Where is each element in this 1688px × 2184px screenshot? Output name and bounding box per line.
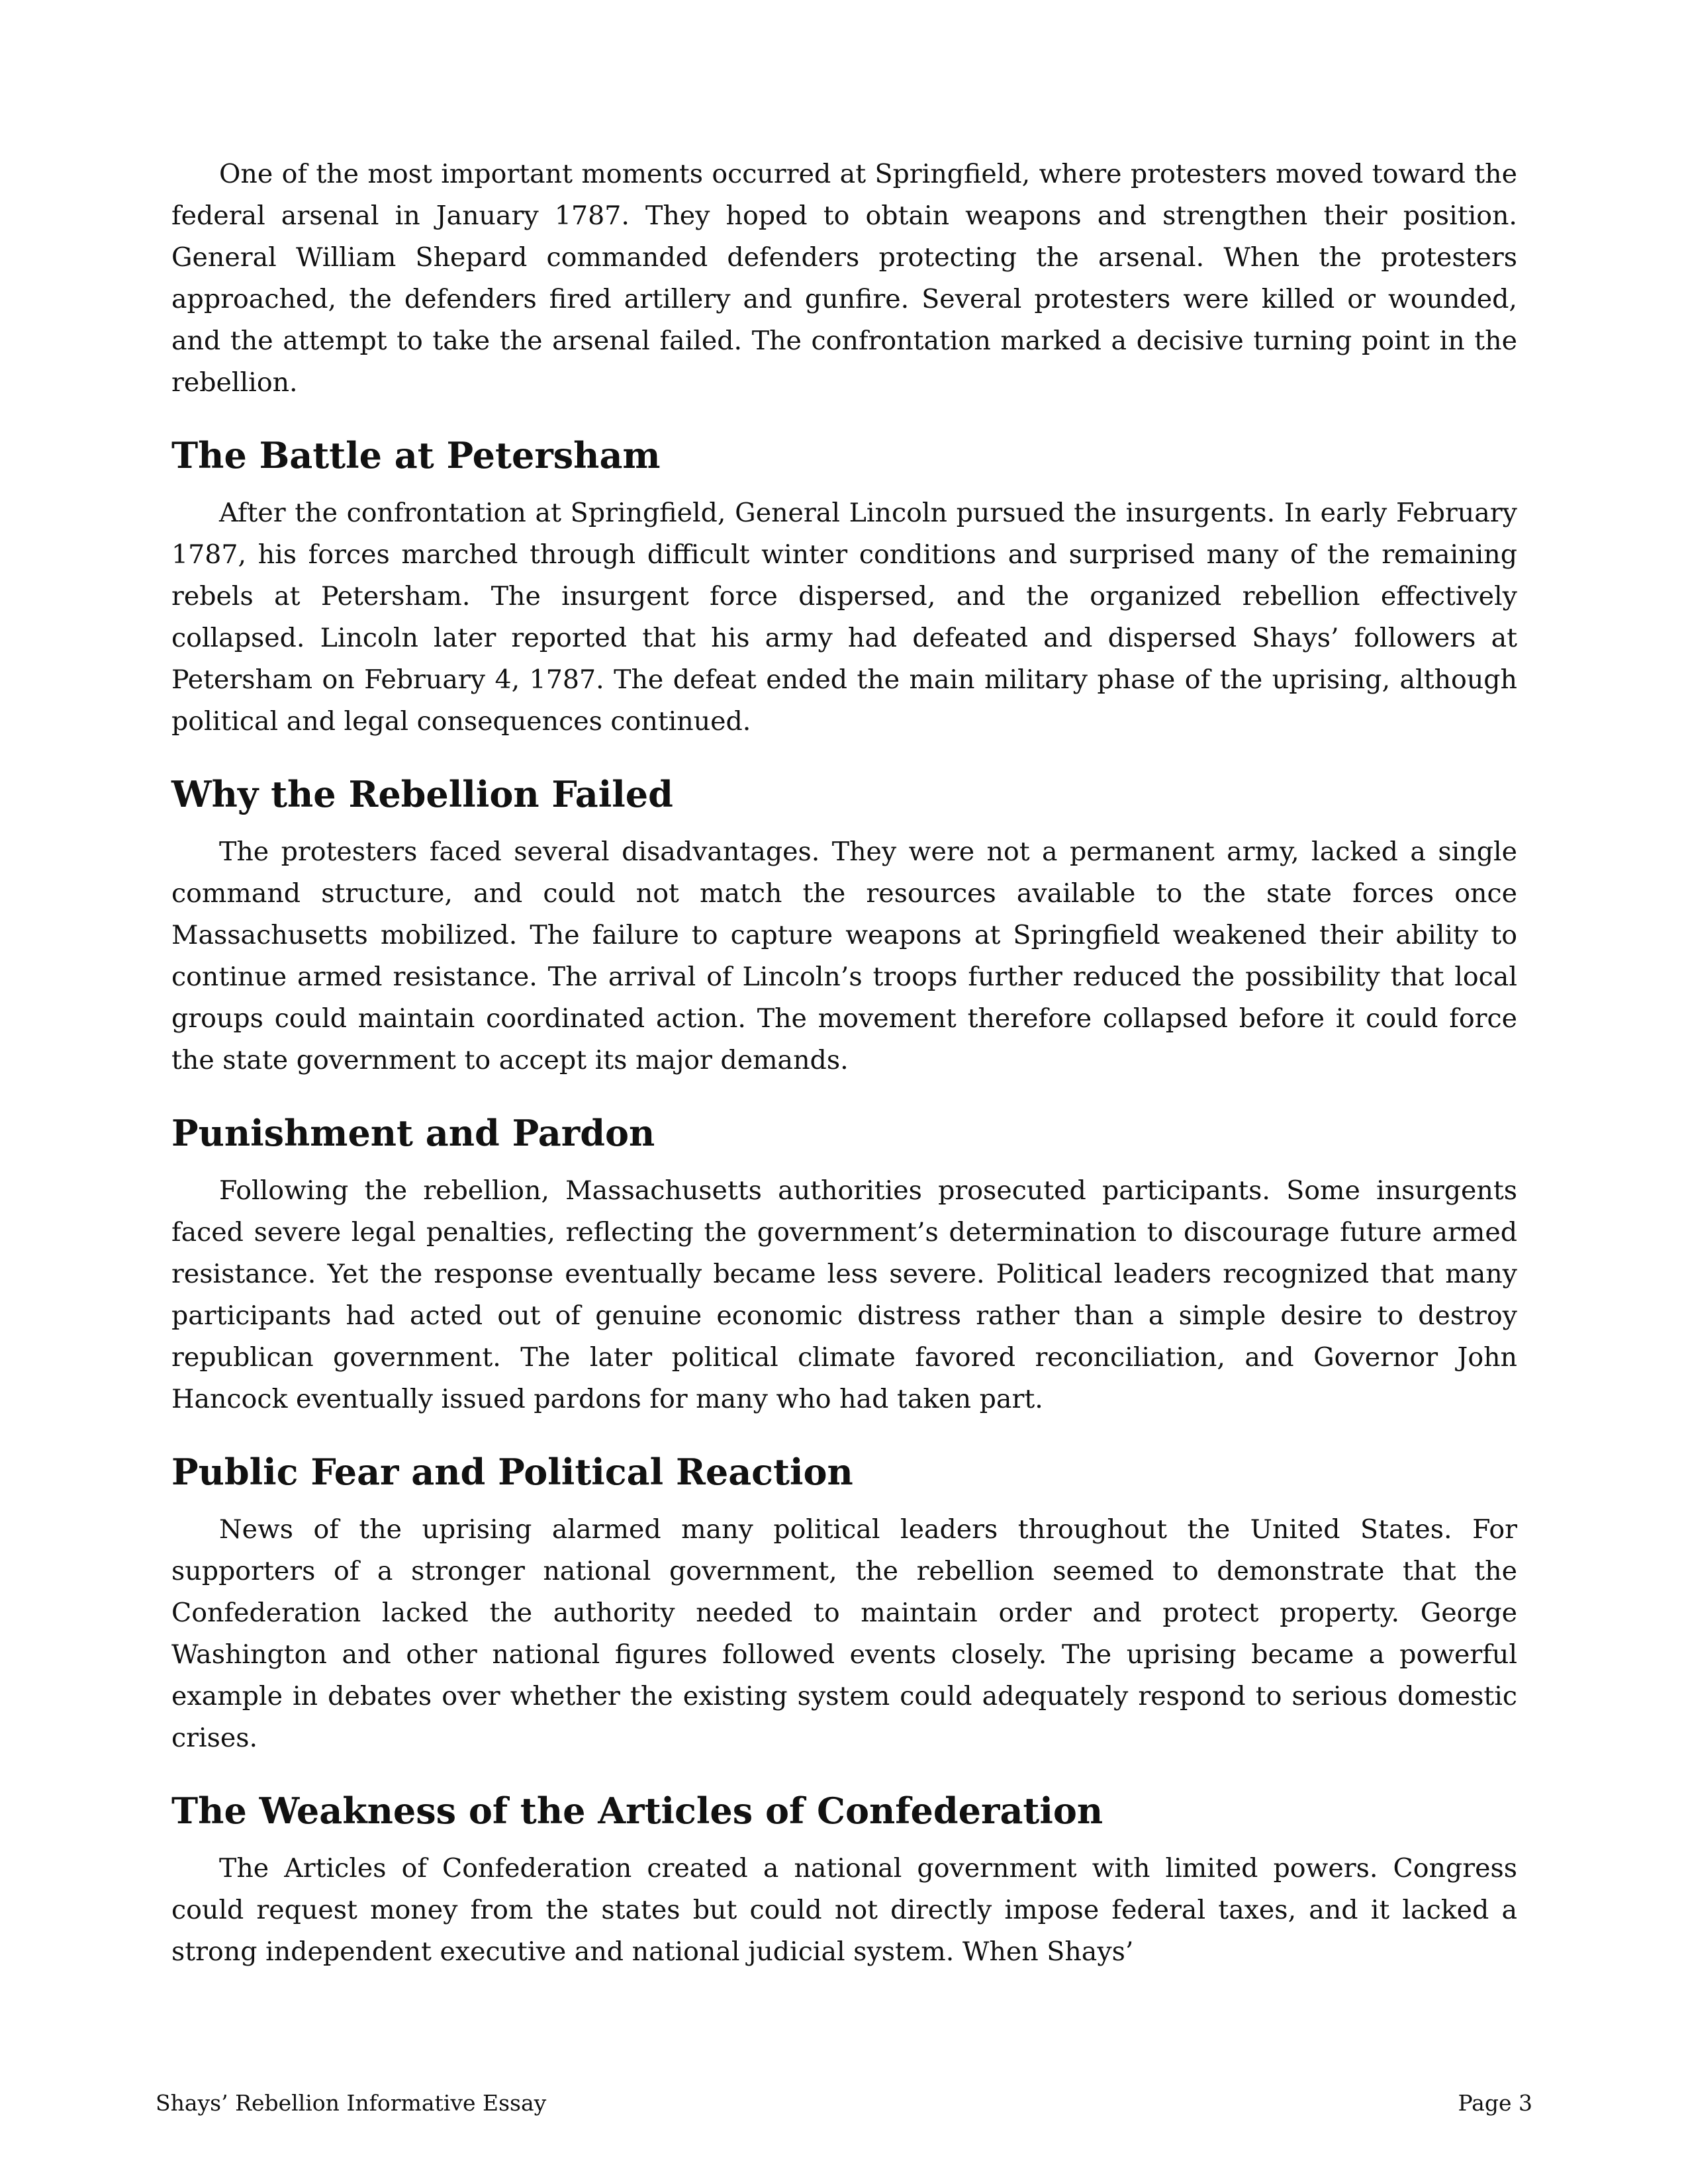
heading-battle-at-petersham: The Battle at Petersham: [171, 434, 661, 477]
heading-punishment-and-pardon: Punishment and Pardon: [171, 1112, 655, 1154]
heading-weakness-of-articles: The Weakness of the Articles of Confederation: [171, 1790, 1103, 1832]
heading-public-fear-political-reaction: Public Fear and Political Reaction: [171, 1451, 853, 1493]
paragraph-punishment-and-pardon: Following the rebellion, Massachusetts authorities prosecuted participants. Some insurgents faced severe legal penalties, reflecting the government’s determination to discourage future armed resistance. Yet the response eventually became less severe. Political leaders recognized that many participants had acted out of genuine economic distress rather than a simple desire to destroy republican government. The later political climate favored reconciliation, and Governor John Hancock eventually issued pardons for many who had taken part.: [171, 1175, 1517, 1414]
footer-page-number: Page 3: [1458, 2090, 1532, 2116]
paragraph-public-fear-political-reaction: News of the uprising alarmed many political leaders throughout the United States. For supporters of a stronger national government, the rebellion seemed to demonstrate that the Confederation lacked the authority needed to maintain order and protect property. George Washington and other national figures followed events closely. The uprising became a powerful example in debates over whether the existing system could adequately respond to serious domestic crises.: [171, 1514, 1517, 1753]
document-body: [171, 154, 1517, 1973]
paragraph-springfield-arsenal: One of the most important moments occurred at Springfield, where protesters moved toward the federal arsenal in January 1787. They hoped to obtain weapons and strengthen their position. General William Shepard commanded defenders protecting the arsenal. When the protesters approached, the defenders fired artillery and gunfire. Several protesters were killed or wounded, and the attempt to take the arsenal failed. The confrontation marked a decisive turning point in the rebellion.: [171, 159, 1517, 398]
paragraph-why-rebellion-failed: The protesters faced several disadvantages. They were not a permanent army, lacked a single command structure, and could not match the resources available to the state forces once Massachusetts mobilized. The failure to capture weapons at Springfield weakened their ability to continue armed resistance. The arrival of Lincoln’s troops further reduced the possibility that local groups could maintain coordinated action. The movement therefore collapsed before it could force the state government to accept its major demands.: [171, 837, 1517, 1075]
paragraph-battle-at-petersham: After the confrontation at Springfield, General Lincoln pursued the insurgents. In early February 1787, his forces marched through difficult winter conditions and surprised many of the remaining rebels at Petersham. The insurgent force dispersed, and the organized rebellion effectively collapsed. Lincoln later reported that his army had defeated and dispersed Shays’ followers at Petersham on February 4, 1787. The defeat ended the main military phase of the uprising, although political and legal consequences continued.: [171, 498, 1517, 737]
paragraph-weakness-of-articles: The Articles of Confederation created a national government with limited powers. Congress could request money from the states but could not directly impose federal taxes, and it lacked a strong independent executive and national judicial system. When Shays’: [171, 1853, 1517, 1967]
footer-document-title: Shays’ Rebellion Informative Essay: [156, 2090, 547, 2116]
heading-why-rebellion-failed: Why the Rebellion Failed: [171, 773, 673, 815]
